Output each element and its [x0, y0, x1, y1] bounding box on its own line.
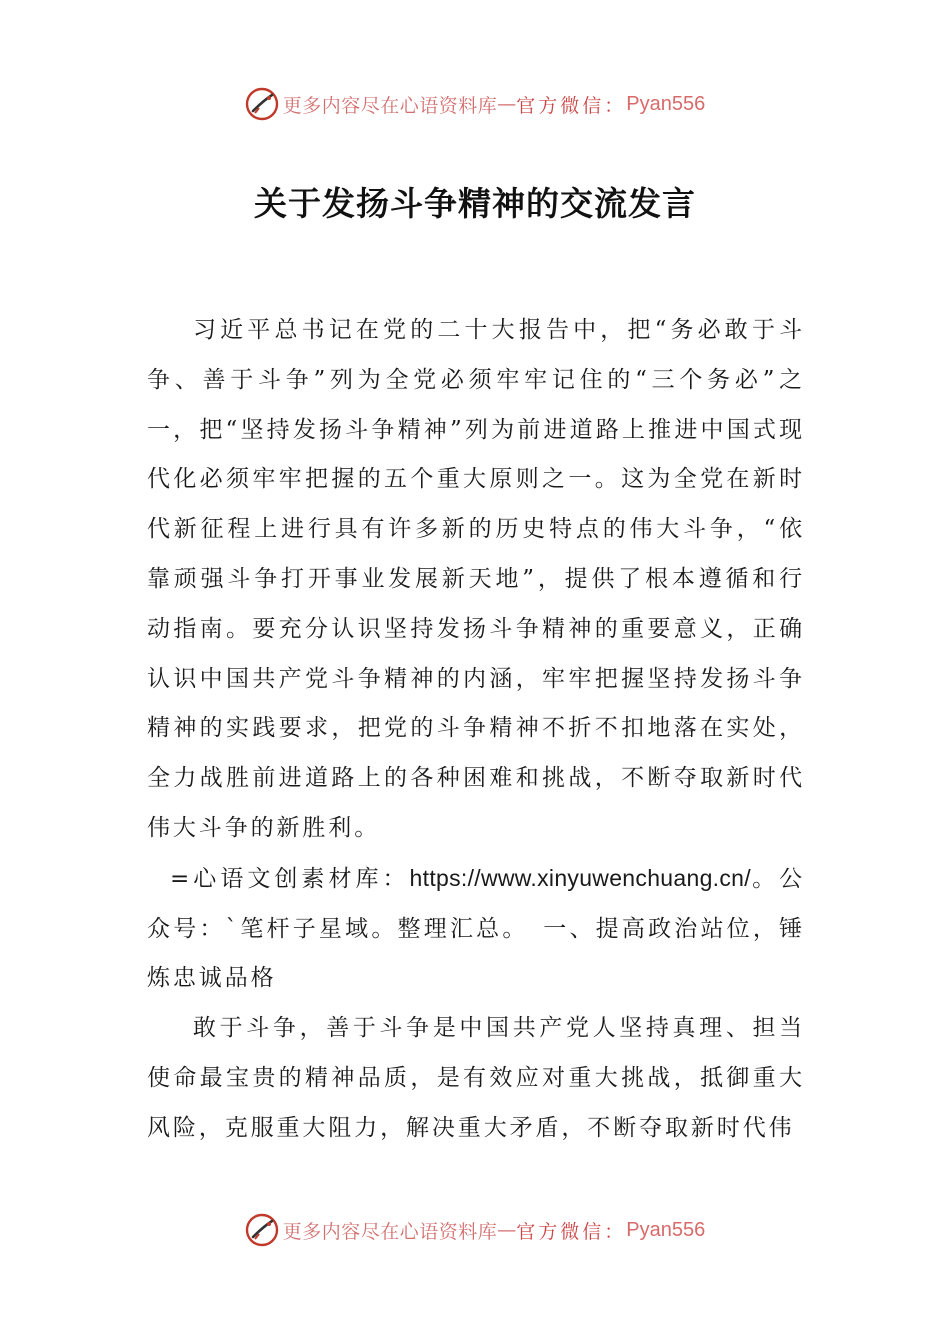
paragraph-intro: 习近平总书记在党的二十大报告中，把“务必敢于斗争、善于斗争”列为全党必须牢牢记住的“三个务必”之一，把“坚持发扬斗争精神”列为前进道路上推进中国式现代化必须牢牢把握的五个重大原则之一。这为全党在新时代新征程上进行具有许多新的历史特点的伟大斗争，“依靠顽强斗争打开事业发展新天地”，提供了根本遵循和行动指南。要充分认识坚持发扬斗争精神的重要意义，正确认识中国共产党斗争精神的内涵，牢牢把握坚持发扬斗争精神的实践要求，把党的斗争精神不折不扣地落在实处，全力战胜前进道路上的各种困难和挑战，不断夺取新时代伟大斗争的新胜利。 — [147, 317, 805, 841]
header-banner — [0, 84, 950, 124]
source-url-link[interactable]: https://www.xinyuwenchuang.cn/ — [409, 864, 751, 891]
pen-logo-icon — [245, 87, 279, 121]
paragraph-section-one: 敢于斗争，善于斗争是中国共产党人坚持真理、担当使命最宝贵的精神品质，是有效应对重大挑战，抵御重大风险，克服重大阻力，解决重大矛盾，不断夺取新时代伟 — [147, 1015, 805, 1141]
banner-wechat-id: Pyan556 — [626, 1218, 706, 1241]
banner-wechat-label: 官方微信： — [516, 1220, 627, 1243]
banner-separator: — — [497, 1219, 517, 1241]
source-note-suffix: 。公众号：`笔杆子星域。整理汇总。 一、提高政治站位，锤炼忠诚品格 — [147, 865, 805, 992]
source-note — [147, 854, 805, 1004]
banner-separator: — — [497, 93, 517, 115]
source-note-prefix: =心语文创素材库： — [170, 865, 410, 892]
banner-wechat-id: Pyan556 — [626, 92, 706, 115]
banner-site-text: 更多内容尽在心语资料库 — [282, 1220, 498, 1243]
document-body — [147, 306, 805, 1154]
pen-logo-icon — [245, 1213, 279, 1247]
document-title: 关于发扬斗争精神的交流发言 — [254, 184, 696, 223]
banner-wechat-label: 官方微信： — [516, 94, 627, 117]
footer-banner — [0, 1210, 950, 1250]
banner-site-text: 更多内容尽在心语资料库 — [282, 94, 498, 117]
